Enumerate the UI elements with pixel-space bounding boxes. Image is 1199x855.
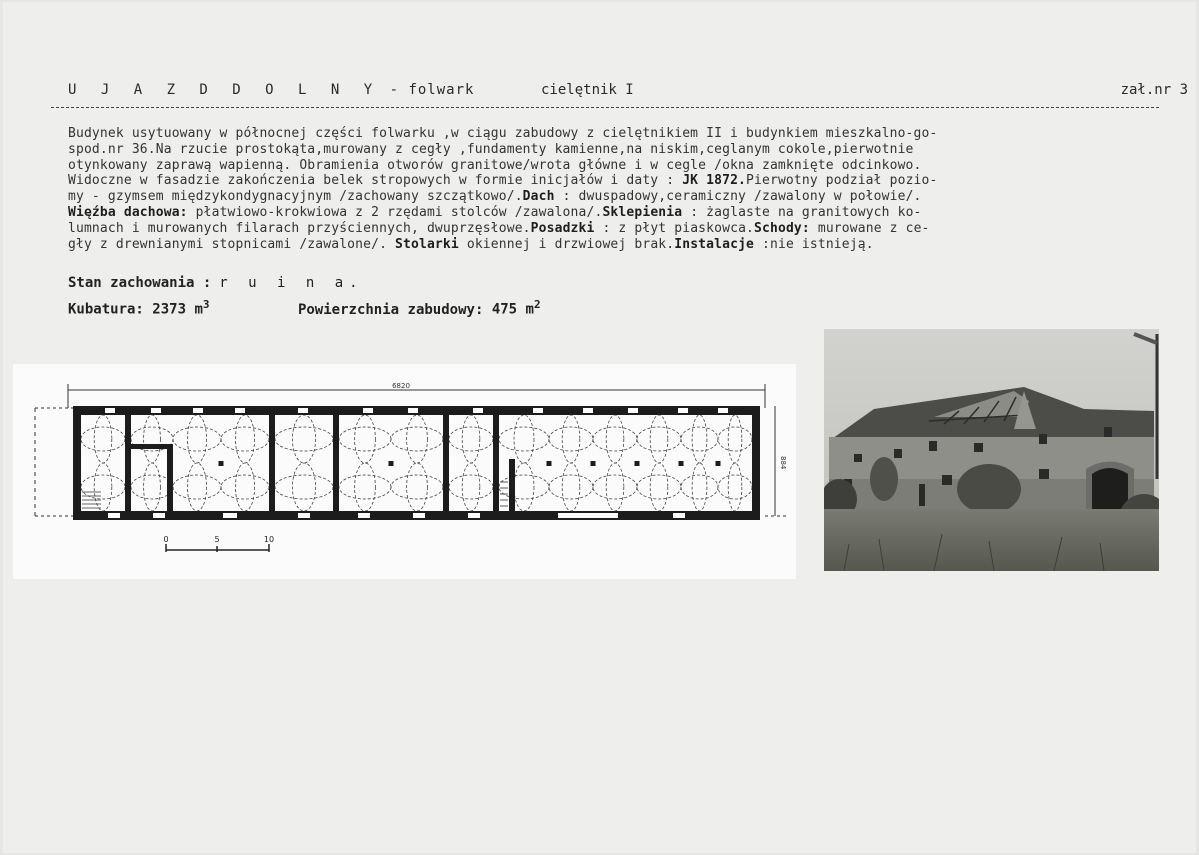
description-segment: gły z drewnianymi stopnicami /zawalone/. <box>68 236 396 252</box>
description-segment: my - gzymsem międzykondygnacyjnym /zachowany szczątkowo/. <box>68 189 523 205</box>
description-line <box>68 173 1168 189</box>
description-keyword: Więźba dachowa: <box>68 204 188 220</box>
description-keyword: Dach <box>522 189 555 205</box>
floor-plan-drawing <box>13 364 796 579</box>
description-line <box>68 237 1168 253</box>
state-value: r u i n a. <box>219 275 364 291</box>
header-left <box>68 82 474 98</box>
scale-5: 5 <box>214 535 220 544</box>
header <box>68 82 1188 102</box>
building-name: cielętnik I <box>541 82 634 98</box>
description-segment: Pierwotny podział pozio- <box>746 173 938 189</box>
volume-value: 2373 m <box>152 301 203 318</box>
description-segment: :nie istnieją. <box>754 236 874 252</box>
description-segment: okiennej i drzwiowej brak. <box>458 236 675 252</box>
description-segment: spod.nr 36.Na rzucie prostokąta,murowany z cegły ,fundamenty kamienne,na niskim,ceglanym cokole,pierwotnie <box>68 141 914 157</box>
description-segment: murowane z ce- <box>809 220 930 236</box>
area-label: Powierzchnia zabudowy: <box>297 301 484 318</box>
location-title: U J A Z D D O L N Y <box>68 82 381 98</box>
description-keyword: Schody: <box>754 220 810 236</box>
description-segment: : z płyt piaskowca. <box>594 220 755 236</box>
description-keyword: Instalacje <box>674 236 755 252</box>
scale-0: 0 <box>163 535 169 544</box>
plan-width-label: 884 <box>779 456 787 470</box>
floor-plan-figure <box>13 364 796 579</box>
plan-length-label: 6820 <box>392 382 410 390</box>
description-line <box>68 189 1168 205</box>
description-keyword: Posadzki <box>530 220 595 236</box>
description-segment: lumnach i murowanych filarach przyściennych, dwuprzęsłowe. <box>68 220 531 236</box>
description-segment: płatwiowo-krokwiowa z 2 rzędami stolców /zawalona/. <box>187 204 603 220</box>
volume-exponent: 3 <box>202 298 210 311</box>
description-keyword: Sklepienia <box>602 204 683 220</box>
building-photograph <box>824 329 1159 571</box>
description-segment: Widoczne w fasadzie zakończenia belek stropowych w formie inicjałów i daty : <box>68 173 683 189</box>
description-segment: : żaglaste na granitowych ko- <box>682 204 922 220</box>
description-segment: : dwuspadowy,ceramiczny /zawalony w połowie/. <box>554 189 922 205</box>
description-line <box>68 158 1168 174</box>
area-value: 475 m <box>491 301 534 318</box>
photo-image <box>824 329 1159 571</box>
description-segment: otynkowany zaprawą wapienną. Obramienia otworów granitowe/wrota główne i w cegle /okna zamknięte odcinkowo. <box>68 157 922 173</box>
location-suffix: - folwark <box>389 82 475 98</box>
annex-number: zał.nr 3 <box>1120 82 1188 98</box>
description-line <box>68 126 1168 142</box>
description-keyword: JK 1872. <box>682 173 747 189</box>
preservation-state <box>68 275 364 291</box>
description-text <box>68 126 1168 252</box>
state-label: Stan zachowania : <box>68 275 212 291</box>
area-exponent: 2 <box>533 298 541 311</box>
scale-10: 10 <box>263 535 275 544</box>
description-keyword: Stolarki <box>395 236 459 252</box>
description-line <box>68 221 1168 237</box>
description-segment: Budynek usytuowany w północnej części folwarku ,w ciągu zabudowy z cielętnikiem II i budynkiem mieszkalno-go- <box>68 126 938 141</box>
description-line <box>68 142 1168 158</box>
dashed-divider <box>51 107 1159 108</box>
document-sheet <box>3 2 1196 853</box>
metrics <box>68 298 541 318</box>
description-line <box>68 205 1168 221</box>
volume-label: Kubatura: <box>68 301 144 318</box>
